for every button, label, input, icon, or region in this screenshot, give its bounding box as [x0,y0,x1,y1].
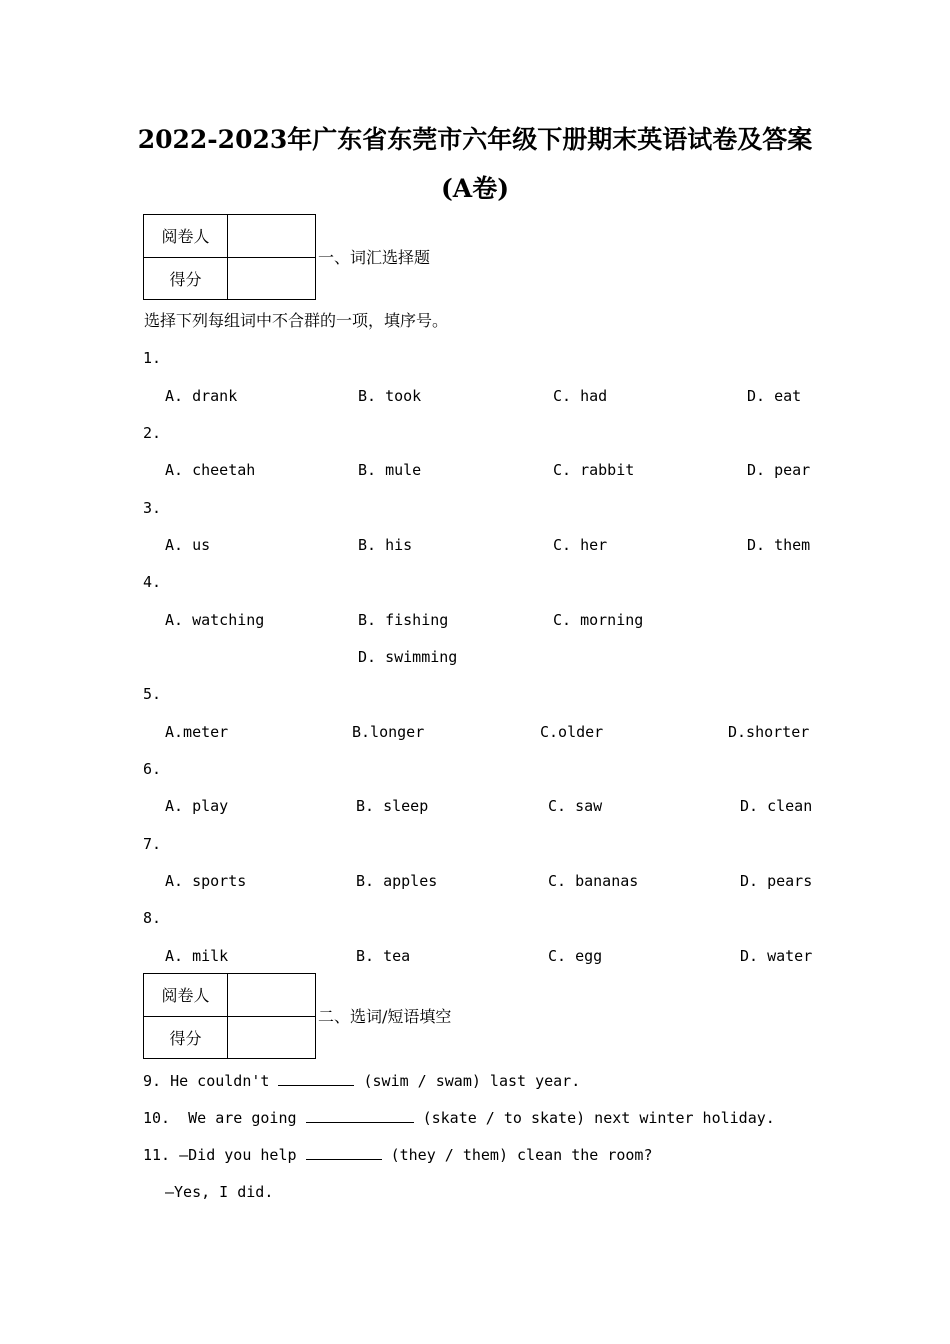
option-a: A. drank [165,387,238,405]
option-c: C.older [540,723,604,741]
option-d: D. clean [740,797,813,815]
exam-title-line1: 2022-2023年广东省东莞市六年级下册期末英语试卷及答案 [137,125,813,154]
question-text: 9. He couldn't [143,1072,279,1090]
question-text: (they / them) clean the room? [381,1146,653,1164]
question-number: 3. [143,499,162,517]
question-text: 11. —Did you help [143,1146,306,1164]
answer-line: —Yes, I did. [165,1183,274,1201]
section1-instruction: 选择下列每组词中不合群的一项，填序号。 [144,311,449,330]
option-b: B. apples [356,872,438,890]
score-cell [228,1016,316,1059]
score-label: 得分 [144,1016,228,1059]
option-c: C. saw [548,797,603,815]
option-a: A. watching [165,611,265,629]
option-b: B. took [358,387,422,405]
question-number: 4. [143,573,162,591]
option-c: C. rabbit [553,461,635,479]
fill-in-question [143,1107,775,1128]
option-c: C. had [553,387,608,405]
reviewer-label: 阅卷人 [144,974,228,1017]
option-d: D. pears [740,872,813,890]
reviewer-cell [228,215,316,258]
score-table [143,214,316,300]
question-number: 7. [143,835,162,853]
option-b: B.longer [352,723,425,741]
fill-in-question [143,1070,580,1091]
question-number: 2. [143,424,162,442]
section1-heading: 一、词汇选择题 [318,248,431,267]
question-number: 1. [143,349,162,367]
option-a: A. cheetah [165,461,256,479]
option-d: D. water [740,947,813,965]
score-label: 得分 [144,257,228,300]
answer-blank[interactable] [306,1107,414,1123]
score-cell [228,257,316,300]
reviewer-label: 阅卷人 [144,215,228,258]
option-b: B. sleep [356,797,429,815]
option-d: D.shorter [728,723,810,741]
option-a: A. play [165,797,229,815]
question-number: 6. [143,760,162,778]
option-c: C. bananas [548,872,639,890]
option-b: B. mule [358,461,422,479]
option-a: A. sports [165,872,247,890]
option-b: B. fishing [358,611,449,629]
answer-blank[interactable] [278,1070,354,1086]
fill-in-question [143,1144,653,1165]
option-c: C. egg [548,947,603,965]
option-d: D. them [747,536,811,554]
answer-blank[interactable] [306,1144,382,1160]
question-text: (swim / swam) last year. [354,1072,581,1090]
reviewer-cell [228,974,316,1017]
exam-title-line2: (A卷) [440,174,510,203]
question-text: 10. We are going [143,1109,306,1127]
question-number: 5. [143,685,162,703]
question-number: 8. [143,909,162,927]
option-d: D. swimming [358,648,458,666]
option-a: A. milk [165,947,229,965]
option-b: B. tea [356,947,411,965]
option-b: B. his [358,536,413,554]
section2-heading: 二、选词/短语填空 [318,1007,452,1026]
option-a: A. us [165,536,211,554]
question-text: (skate / to skate) next winter holiday. [413,1109,775,1127]
score-table [143,973,316,1059]
option-d: D. eat [747,387,802,405]
option-c: C. her [553,536,608,554]
option-c: C. morning [553,611,644,629]
option-d: D. pear [747,461,811,479]
option-a: A.meter [165,723,229,741]
